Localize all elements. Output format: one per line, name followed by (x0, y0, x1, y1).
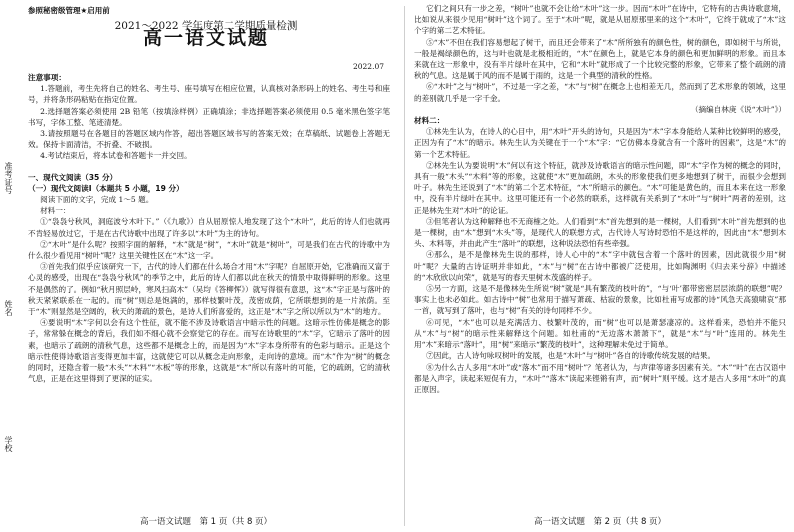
notice-item: 2.选择题答案必须使用 2B 铅笔（按填涂样例）正确填涂；非选择题答案必须使用 0.5 毫米黑色签字笔书写，字体工整、笔迹清楚。 (28, 106, 390, 127)
page-divider (404, 6, 405, 526)
name-label: 姓名 (4, 300, 13, 316)
page-2 (414, 0, 786, 532)
admission-number-label: 准考证号 (4, 162, 13, 194)
paragraph: ⑤另一方面，这是不是像林先生所说“树”就是“具有繁茂的枝叶的”，“与‘叶’都带密密层层浓荫的联想”呢？事实上也未必如此。如古诗中“树”也常用于描写萧疏、枯寂的景象，比如杜甫写成都的诗“风急天高猿啸哀”那一首，就写到了落叶，也与“树”有关的诗句同样不少。 (414, 284, 786, 316)
paragraph: ⑥“木叶”之与“树叶”，不过是一字之差，“木”与“树”在概念上也相差无几，然而到了艺术形象的领域，这里的差别就几乎是一字千金。 (414, 82, 786, 103)
paragraph: ③但笔者认为这种解释也不无商榷之处。人们看到“木”首先想到的是一棵树，人们看到“木叶”首先想到的也是一棵树，由“木”想到“木头”等，是现代人的联想方式，古代诗人写诗时恐怕不是这样的，因此由“木”想到木头、木料等，并由此产生“落叶”的联想，这种说法恐怕有些牵强。 (414, 216, 786, 249)
section-title: 一、现代文阅读（35 分） (28, 172, 118, 182)
paragraph: ①“袅袅兮秋风，洞庭波兮木叶下。”（《九歌》）自从屈原惊人地发现了这个“木叶”，此后的诗人们也就再不肯轻易放过它，于是在古代诗歌中出现了许多以“木叶”为主的诗句。 (28, 217, 390, 238)
page-2-body (414, 3, 786, 395)
paragraph: ⑦因此，古人诗句咏叹树叶的发展，也是“木叶”与“树叶”各自的诗歌传统发展的结果。 (426, 351, 716, 361)
source-citation: （摘编自林庚《说“木叶”》） (690, 104, 786, 114)
material-label: 材料二： (414, 116, 445, 126)
paragraph: ②林先生认为要说明“木”何以有这个特征，就涉及诗歌语言的暗示性问题，即“木”字作为树的概念的同时，具有一般“木头”“木料”等的形象，这就使“木”更加疏朗，木头的形象使我们更多地想到了树干，而很少会想到叶子。林先生还说到了“木”的第二个艺术特征，“木”所暗示的颜色。“木”可能是黄色的，而且本来在这一形象中，没有半片绿叶在其中。这里可能还有一个必然的联系，这样就有关系到了“木叶”与“树叶”两者的差别，这正是林先生对“木叶”的论证。 (414, 160, 786, 215)
paragraph: ④要说明“木”字何以会有这个性征，就不能不涉及诗歌语言中暗示性的问题。这暗示性仿佛是概念的影子，常常躲在概念的背后，我们如不细心就不会察觉它的存在。而写在诗歌里的“木”字，它暗示了落叶的因素，也暗示了疏朗的清秋气息，这些都不是概念上的，而是因为“木”字本身所带有的色彩与暗示。正是这个暗示性使得诗歌语言变得更加丰富，这就使它可以从概念走向形象，走向诗的意境。而“木”作为“树”的概念的同时，还隐含着一般“木头”“木料”“木板”等的形象，这就是“木”所以有落叶的可能，它的疏朗，它的清秋气息，正是在这里得到了更深的证实。 (28, 318, 390, 384)
notice-title: 注意事项： (28, 73, 66, 82)
notice-item: 1.答题前，考生先将自己的姓名、考生号、座号填写在相应位置，认真核对条形码上的姓名、考生号和座号，并将条形码粘贴在指定位置。 (28, 84, 390, 105)
paragraph: 它们之间只有一步之差，“树叶”也就不会让给“木叶”这一步。因而“木叶”在诗中，它特有的古典诗歌意境，比如说从来很少见用“树叶”这个词了。至于“木叶”呢，就是从屈原那里来的这个“木叶”，它终于就成了“木”这个字的第二艺术特征。 (414, 4, 786, 36)
notice-item: 4.考试结束后，将本试卷和答题卡一并交回。 (40, 151, 192, 161)
paragraph: ②“木叶”是什么呢？按照字面的解释，“木”就是“树”，“木叶”就是“树叶”，可是我们在古代的诗歌中为什么很少看见用“树叶”呢？这里关键性区在“木”这一字。 (28, 239, 390, 261)
paragraph: ⑥可见，“木”也可以是充满活力、枝繁叶茂的，而“树”也可以是萧瑟凄凉的。这样看来，恐怕并不能只从“木”与“树”的暗示性来解释这个问题。如杜甫的“无边落木萧萧下”，就是“木”与“叶”连用的。林先生用“木”来暗示“落叶”，用“树”来暗示“繁茂的枝叶”，这种理解未免过于简单。 (414, 317, 786, 350)
page-1 (18, 0, 394, 532)
paragraph: ⑤“木”不但在我们容易想起了树干，而且还会带来了“木”所所独有的颜色性，树的颜色，即如树干与所说，一般是褐绿颜色的，这与叶也就是北极相近的，“木”在颜色上，就是它本身的颜色和更加鲜明的形象。而且本来就在这一形象中，没有半片绿叶在其中，它和“木叶”就形成了一个比较完整的形象，它带来了整个疏朗的清秋的气息。这是属于风的而不是属于雨的，这是一个典型的清秋的性格。 (414, 37, 786, 81)
student-info-sidebar (0, 0, 14, 532)
exam-subtitle: 2021～2022 学年度第二学期质量检测 (114, 20, 298, 32)
paragraph: ①林先生认为，在诗人的心目中，用“木叶”开头的诗句，只是因为“木”字本身能给人某种比较鲜明的感受，正因为有了“木”的暗示。林先生认为关键在于一个“木”字：“它仿佛本身就含有一个落叶的因素”，这是“木”的第一个艺术特征。 (414, 127, 786, 159)
page-1-body (28, 72, 390, 384)
secret-label: 参照秘密级管理★启用前 (28, 6, 110, 15)
instruction: 阅读下面的文字，完成 1～5 题。 (40, 195, 154, 205)
page-2-footer: 高一语文试题 第 2 页（共 8 页） (533, 516, 667, 527)
material-label: 材料一： (40, 206, 71, 216)
exam-title: 高一语文试题 (142, 27, 269, 49)
notice-item: 3.请按照题号在各题目的答题区域内作答，超出答题区域书写的答案无效；在草稿纸、试题卷上答题无效。保持卡面清洁，不折叠、不破损。 (28, 129, 390, 150)
paragraph: ③首先我们似乎应该研究一下，古代的诗人们都在什么场合才用“木”字呢？自屈原开始，它准确而又富于心灵的感受，出现在“袅袅兮秋风”的季节之中，此后的诗人们都以此在秋天的情景中取得鲜明的形象。这里不是偶然的了。例如“秋月照层岭，寒风扫高木”（吴均《答柳恽》）就写得很有意思，这“木”字正是与落叶的秋天紧紧联系在一起的。而“树”则总是饱满的，那样枝繁叶茂，茂密成荫，它所联想到的是一片浓荫。至于“木”则显然是空阔的，秋天的萧疏的景色，是诗人们所喜爱的，这正是“木”字之所以所以为“木”的地方。 (28, 262, 390, 317)
paragraph: ④那么，是不是像林先生说的那样，诗人心中的“木”字中就包含着一个落叶的因素，因此就很少用“树叶”呢？大量的古诗证明并非如此，“木”与“树”在古诗中都被广泛使用，比如陶渊明《归去来兮辞》中描述的“木欣欣以向荣”，就是写的春天里树木茂盛的样子。 (414, 250, 786, 282)
paragraph: ⑧为什么古人多用“木叶”或“落木”而不用“树叶”？笔者认为，与声律等诸多因素有关。“木”“叶”在古汉语中都是入声字，读起来短促有力，“木叶”“落木”读起来铿锵有声，而“树叶”则平缓。这才是古人多用“木叶”的真正原因。 (414, 362, 786, 394)
school-label: 学校 (4, 436, 13, 452)
page-1-footer: 高一语文试题 第 1 页（共 8 页） (139, 516, 273, 527)
subsection-title: （一）现代文阅读Ⅰ（本题共 5 小题，19 分） (28, 183, 184, 193)
exam-date: 2022.07 (352, 62, 384, 71)
